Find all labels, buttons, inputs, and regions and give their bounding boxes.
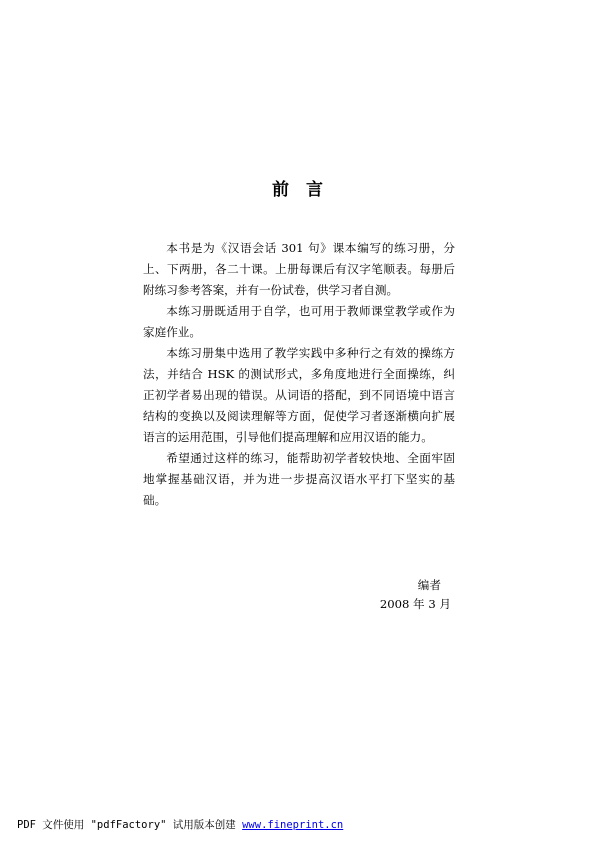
preface-paragraph-1: 本书是为《汉语会话 301 句》课本编写的练习册，分上、下两册，各二十课。上册每课后有汉字笔顺表。每册后附练习参考答案，并有一份试卷，供学习者自测。 — [143, 241, 455, 297]
preface-paragraph-2: 本练习册既适用于自学，也可用于教师课堂教学或作为家庭作业。 — [143, 304, 455, 339]
signature-block — [380, 576, 451, 614]
preface-paragraph-3: 本练习册集中选用了教学实践中多种行之有效的操练方法，并结合 HSK 的测试形式，多角度地进行全面操练，纠正初学者易出现的错误。从词语的搭配，到不同语境中语言结构的变换以及阅读理解等方面，促使学习者逐渐横向扩展语言的运用范围，引导他们提高理解和应用汉语的能力。 — [143, 346, 455, 444]
preface-paragraph-4: 希望通过这样的练习，能帮助初学者较快地、全面牢固地掌握基础汉语，并为进一步提高汉语水平打下坚实的基础。 — [143, 451, 455, 507]
preface-body — [143, 238, 455, 511]
footer-text: PDF 文件使用 "pdfFactory" 试用版本创建 — [17, 819, 243, 831]
signature-author: 编者 — [417, 578, 441, 592]
signature-date: 2008 年 3 月 — [379, 597, 451, 611]
footer-link[interactable]: www.fineprint.cn — [242, 819, 344, 831]
pdf-footer — [17, 818, 343, 832]
page-title: 前 言 — [272, 180, 323, 200]
